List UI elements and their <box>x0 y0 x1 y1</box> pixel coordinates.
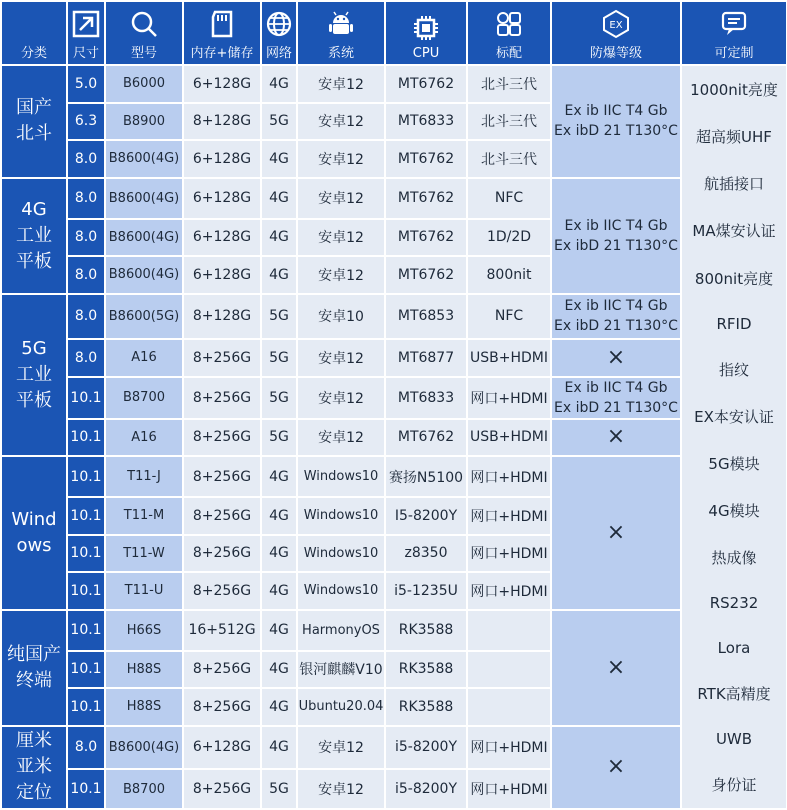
cpu-cell: i5-8200Y <box>386 770 466 808</box>
explosion-proof-cell: × <box>552 457 680 609</box>
size-cell: 10.1 <box>68 611 104 650</box>
model-cell: T11-W <box>106 536 182 572</box>
customizable-item: 身份证 <box>711 775 757 794</box>
explosion-proof-cell: × <box>552 727 680 809</box>
network-cell: 4G <box>262 457 296 496</box>
model-cell: B8900 <box>106 104 182 140</box>
network-cell: 5G <box>262 104 296 140</box>
chip-icon <box>411 13 441 43</box>
standard-cell: 网口+HDMI <box>468 378 550 418</box>
category-cell: 国产 北斗 <box>2 66 66 177</box>
cpu-cell: RK3588 <box>386 611 466 650</box>
size-cell: 8.0 <box>68 727 104 769</box>
cpu-cell: MT6762 <box>386 220 466 256</box>
memory-cell: 6+128G <box>184 220 260 256</box>
standard-cell: 网口+HDMI <box>468 770 550 808</box>
cpu-cell: MT6762 <box>386 141 466 177</box>
size-cell: 10.1 <box>68 378 104 418</box>
customizable-item: 超高频UHF <box>696 128 772 147</box>
ex-icon <box>601 9 631 39</box>
os-cell: HarmonyOS <box>298 611 384 650</box>
explosion-proof-cell: Ex ib IIC T4 Gb Ex ibD 21 T130°C <box>552 66 680 177</box>
os-cell: 安卓12 <box>298 104 384 140</box>
network-cell: 4G <box>262 727 296 769</box>
standard-cell: USB+HDMI <box>468 420 550 456</box>
standard-cell: 北斗三代 <box>468 104 550 140</box>
search-icon <box>129 9 159 39</box>
cpu-cell: RK3588 <box>386 689 466 725</box>
model-cell: H66S <box>106 611 182 650</box>
standard-cell: 网口+HDMI <box>468 536 550 572</box>
os-cell: Windows10 <box>298 498 384 534</box>
customizable-list <box>682 66 786 808</box>
customizable-item: MA煤安认证 <box>692 222 776 241</box>
cpu-cell: I5-8200Y <box>386 498 466 534</box>
table-row <box>2 179 786 218</box>
customizable-item: 5G模块 <box>708 455 760 474</box>
header-memory <box>184 2 260 64</box>
memory-cell: 6+128G <box>184 179 260 218</box>
model-cell: B8700 <box>106 770 182 808</box>
network-cell: 4G <box>262 611 296 650</box>
standard-cell: USB+HDMI <box>468 340 550 376</box>
customizable-item: 4G模块 <box>708 502 760 521</box>
category-cell: Wind ows <box>2 457 66 609</box>
os-cell: Ubuntu20.04 <box>298 689 384 725</box>
standard-cell: 1D/2D <box>468 220 550 256</box>
header-size <box>68 2 104 64</box>
os-cell: Windows10 <box>298 536 384 572</box>
header-cpu-label: CPU <box>412 46 440 61</box>
standard-cell <box>468 652 550 688</box>
size-cell: 10.1 <box>68 652 104 688</box>
standard-cell: NFC <box>468 179 550 218</box>
network-cell: 5G <box>262 378 296 418</box>
size-cell: 8.0 <box>68 257 104 293</box>
header-customizable <box>682 2 786 64</box>
resize-icon <box>71 9 101 39</box>
os-cell: 安卓12 <box>298 770 384 808</box>
explosion-proof-cell: Ex ib IIC T4 Gb Ex ibD 21 T130°C <box>552 179 680 293</box>
customizable-column <box>682 66 786 808</box>
os-cell: 安卓12 <box>298 340 384 376</box>
explosion-proof-cell: × <box>552 420 680 456</box>
svg-text:EX: EX <box>609 20 623 31</box>
header-row <box>2 2 786 64</box>
os-cell: 安卓12 <box>298 257 384 293</box>
model-cell: B8600(4G) <box>106 727 182 769</box>
size-cell: 10.1 <box>68 536 104 572</box>
cpu-cell: z8350 <box>386 536 466 572</box>
os-cell: Windows10 <box>298 573 384 609</box>
table-row <box>2 66 786 102</box>
memory-cell: 8+256G <box>184 498 260 534</box>
customizable-item: 800nit亮度 <box>694 269 774 288</box>
model-cell: A16 <box>106 420 182 456</box>
os-cell: 安卓12 <box>298 378 384 418</box>
network-cell: 4G <box>262 536 296 572</box>
os-cell: 安卓12 <box>298 179 384 218</box>
model-cell: A16 <box>106 340 182 376</box>
size-cell: 8.0 <box>68 179 104 218</box>
size-cell: 10.1 <box>68 457 104 496</box>
size-cell: 8.0 <box>68 220 104 256</box>
cpu-cell: MT6762 <box>386 66 466 102</box>
cpu-cell: MT6762 <box>386 420 466 456</box>
explosion-proof-cell: × <box>552 340 680 376</box>
header-standard-label: 标配 <box>495 46 522 61</box>
standard-cell: 网口+HDMI <box>468 727 550 769</box>
memory-cell: 8+256G <box>184 689 260 725</box>
size-cell: 10.1 <box>68 573 104 609</box>
standard-cell: 北斗三代 <box>468 66 550 102</box>
network-cell: 5G <box>262 420 296 456</box>
memory-cell: 8+256G <box>184 378 260 418</box>
memory-cell: 6+128G <box>184 66 260 102</box>
header-customizable-label: 可定制 <box>714 46 754 61</box>
cpu-cell: MT6762 <box>386 257 466 293</box>
explosion-proof-cell: Ex ib IIC T4 Gb Ex ibD 21 T130°C <box>552 378 680 418</box>
standard-cell <box>468 689 550 725</box>
customizable-item: RTK高精度 <box>697 684 771 703</box>
header-network <box>262 2 296 64</box>
category-cell: 厘米 亚米 定位 <box>2 727 66 809</box>
customizable-item: Lora <box>717 638 751 657</box>
explosion-proof-cell: Ex ib IIC T4 Gb Ex ibD 21 T130°C <box>552 295 680 339</box>
header-memory-label: 内存+储存 <box>190 46 254 61</box>
customizable-item: 指纹 <box>718 360 749 379</box>
model-cell: B8600(4G) <box>106 220 182 256</box>
customizable-item: 航插接口 <box>703 175 764 194</box>
table-row <box>2 340 786 376</box>
cpu-cell: RK3588 <box>386 652 466 688</box>
os-cell: 安卓10 <box>298 295 384 339</box>
memory-cell: 8+256G <box>184 573 260 609</box>
cpu-cell: MT6762 <box>386 179 466 218</box>
header-model-label: 型号 <box>130 46 157 61</box>
model-cell: T11-M <box>106 498 182 534</box>
memory-cell: 6+128G <box>184 141 260 177</box>
header-cpu <box>386 2 466 64</box>
table-row <box>2 295 786 339</box>
os-cell: 银河麒麟V10 <box>298 652 384 688</box>
grid-icon <box>494 9 524 39</box>
model-cell: B8700 <box>106 378 182 418</box>
size-cell: 8.0 <box>68 141 104 177</box>
header-size-label: 尺寸 <box>72 46 99 61</box>
memory-cell: 8+128G <box>184 104 260 140</box>
network-cell: 4G <box>262 220 296 256</box>
memory-cell: 8+256G <box>184 420 260 456</box>
header-category-label: 分类 <box>20 46 47 61</box>
memory-cell: 16+512G <box>184 611 260 650</box>
header-explosion-proof <box>552 2 680 64</box>
header-explosion-proof-label: 防爆等级 <box>589 46 642 61</box>
android-icon <box>326 9 356 39</box>
memory-cell: 8+256G <box>184 340 260 376</box>
network-cell: 4G <box>262 573 296 609</box>
header-standard <box>468 2 550 64</box>
header-os <box>298 2 384 64</box>
standard-cell: 网口+HDMI <box>468 457 550 496</box>
os-cell: 安卓12 <box>298 141 384 177</box>
category-cell: 4G 工业 平板 <box>2 179 66 293</box>
explosion-proof-cell: × <box>552 611 680 725</box>
model-cell: B8600(4G) <box>106 257 182 293</box>
memory-cell: 6+128G <box>184 727 260 769</box>
cpu-cell: MT6853 <box>386 295 466 339</box>
memory-cell: 8+256G <box>184 457 260 496</box>
table-row <box>2 727 786 769</box>
size-cell: 8.0 <box>68 340 104 376</box>
size-cell: 10.1 <box>68 770 104 808</box>
model-cell: H88S <box>106 689 182 725</box>
os-cell: 安卓12 <box>298 420 384 456</box>
size-cell: 8.0 <box>68 295 104 339</box>
network-cell: 4G <box>262 141 296 177</box>
standard-cell: NFC <box>468 295 550 339</box>
cpu-cell: i5-8200Y <box>386 727 466 769</box>
network-cell: 5G <box>262 295 296 339</box>
model-cell: H88S <box>106 652 182 688</box>
size-cell: 10.1 <box>68 420 104 456</box>
network-cell: 4G <box>262 498 296 534</box>
os-cell: 安卓12 <box>298 66 384 102</box>
customizable-item: 热成像 <box>711 549 757 568</box>
sd-card-icon <box>207 9 237 39</box>
model-cell: B8600(4G) <box>106 179 182 218</box>
standard-cell: 北斗三代 <box>468 141 550 177</box>
os-cell: 安卓12 <box>298 727 384 769</box>
customizable-item: EX本安认证 <box>694 407 774 426</box>
standard-cell <box>468 611 550 650</box>
network-cell: 4G <box>262 257 296 293</box>
network-cell: 5G <box>262 340 296 376</box>
globe-icon <box>264 9 294 39</box>
model-cell: B8600(4G) <box>106 141 182 177</box>
network-cell: 4G <box>262 66 296 102</box>
customizable-item: 1000nit亮度 <box>690 81 778 100</box>
customizable-item: RS232 <box>709 594 759 613</box>
model-cell: B6000 <box>106 66 182 102</box>
cpu-cell: MT6833 <box>386 378 466 418</box>
cpu-cell: MT6833 <box>386 104 466 140</box>
header-network-label: 网络 <box>265 46 292 61</box>
size-cell: 10.1 <box>68 689 104 725</box>
size-cell: 6.3 <box>68 104 104 140</box>
model-cell: B8600(5G) <box>106 295 182 339</box>
memory-cell: 8+256G <box>184 652 260 688</box>
model-cell: T11-J <box>106 457 182 496</box>
network-cell: 4G <box>262 652 296 688</box>
cpu-cell: i5-1235U <box>386 573 466 609</box>
header-category <box>2 2 66 64</box>
standard-cell: 800nit <box>468 257 550 293</box>
size-cell: 10.1 <box>68 498 104 534</box>
table-row <box>2 378 786 418</box>
model-cell: T11-U <box>106 573 182 609</box>
memory-cell: 8+256G <box>184 770 260 808</box>
customizable-item: RFID <box>716 314 752 333</box>
category-cell: 纯国产 终端 <box>2 611 66 725</box>
memory-cell: 8+256G <box>184 536 260 572</box>
standard-cell: 网口+HDMI <box>468 498 550 534</box>
size-cell: 5.0 <box>68 66 104 102</box>
os-cell: 安卓12 <box>298 220 384 256</box>
header-model <box>106 2 182 64</box>
header-os-label: 系统 <box>327 46 354 61</box>
category-cell: 5G 工业 平板 <box>2 295 66 456</box>
memory-cell: 6+128G <box>184 257 260 293</box>
customizable-item: UWB <box>715 729 753 748</box>
network-cell: 5G <box>262 770 296 808</box>
table-row <box>2 611 786 650</box>
cpu-cell: 赛扬N5100 <box>386 457 466 496</box>
network-cell: 4G <box>262 179 296 218</box>
chat-icon <box>719 9 749 39</box>
cpu-cell: MT6877 <box>386 340 466 376</box>
standard-cell: 网口+HDMI <box>468 573 550 609</box>
os-cell: Windows10 <box>298 457 384 496</box>
table-row <box>2 420 786 456</box>
table-row <box>2 457 786 496</box>
memory-cell: 8+128G <box>184 295 260 339</box>
network-cell: 4G <box>262 689 296 725</box>
